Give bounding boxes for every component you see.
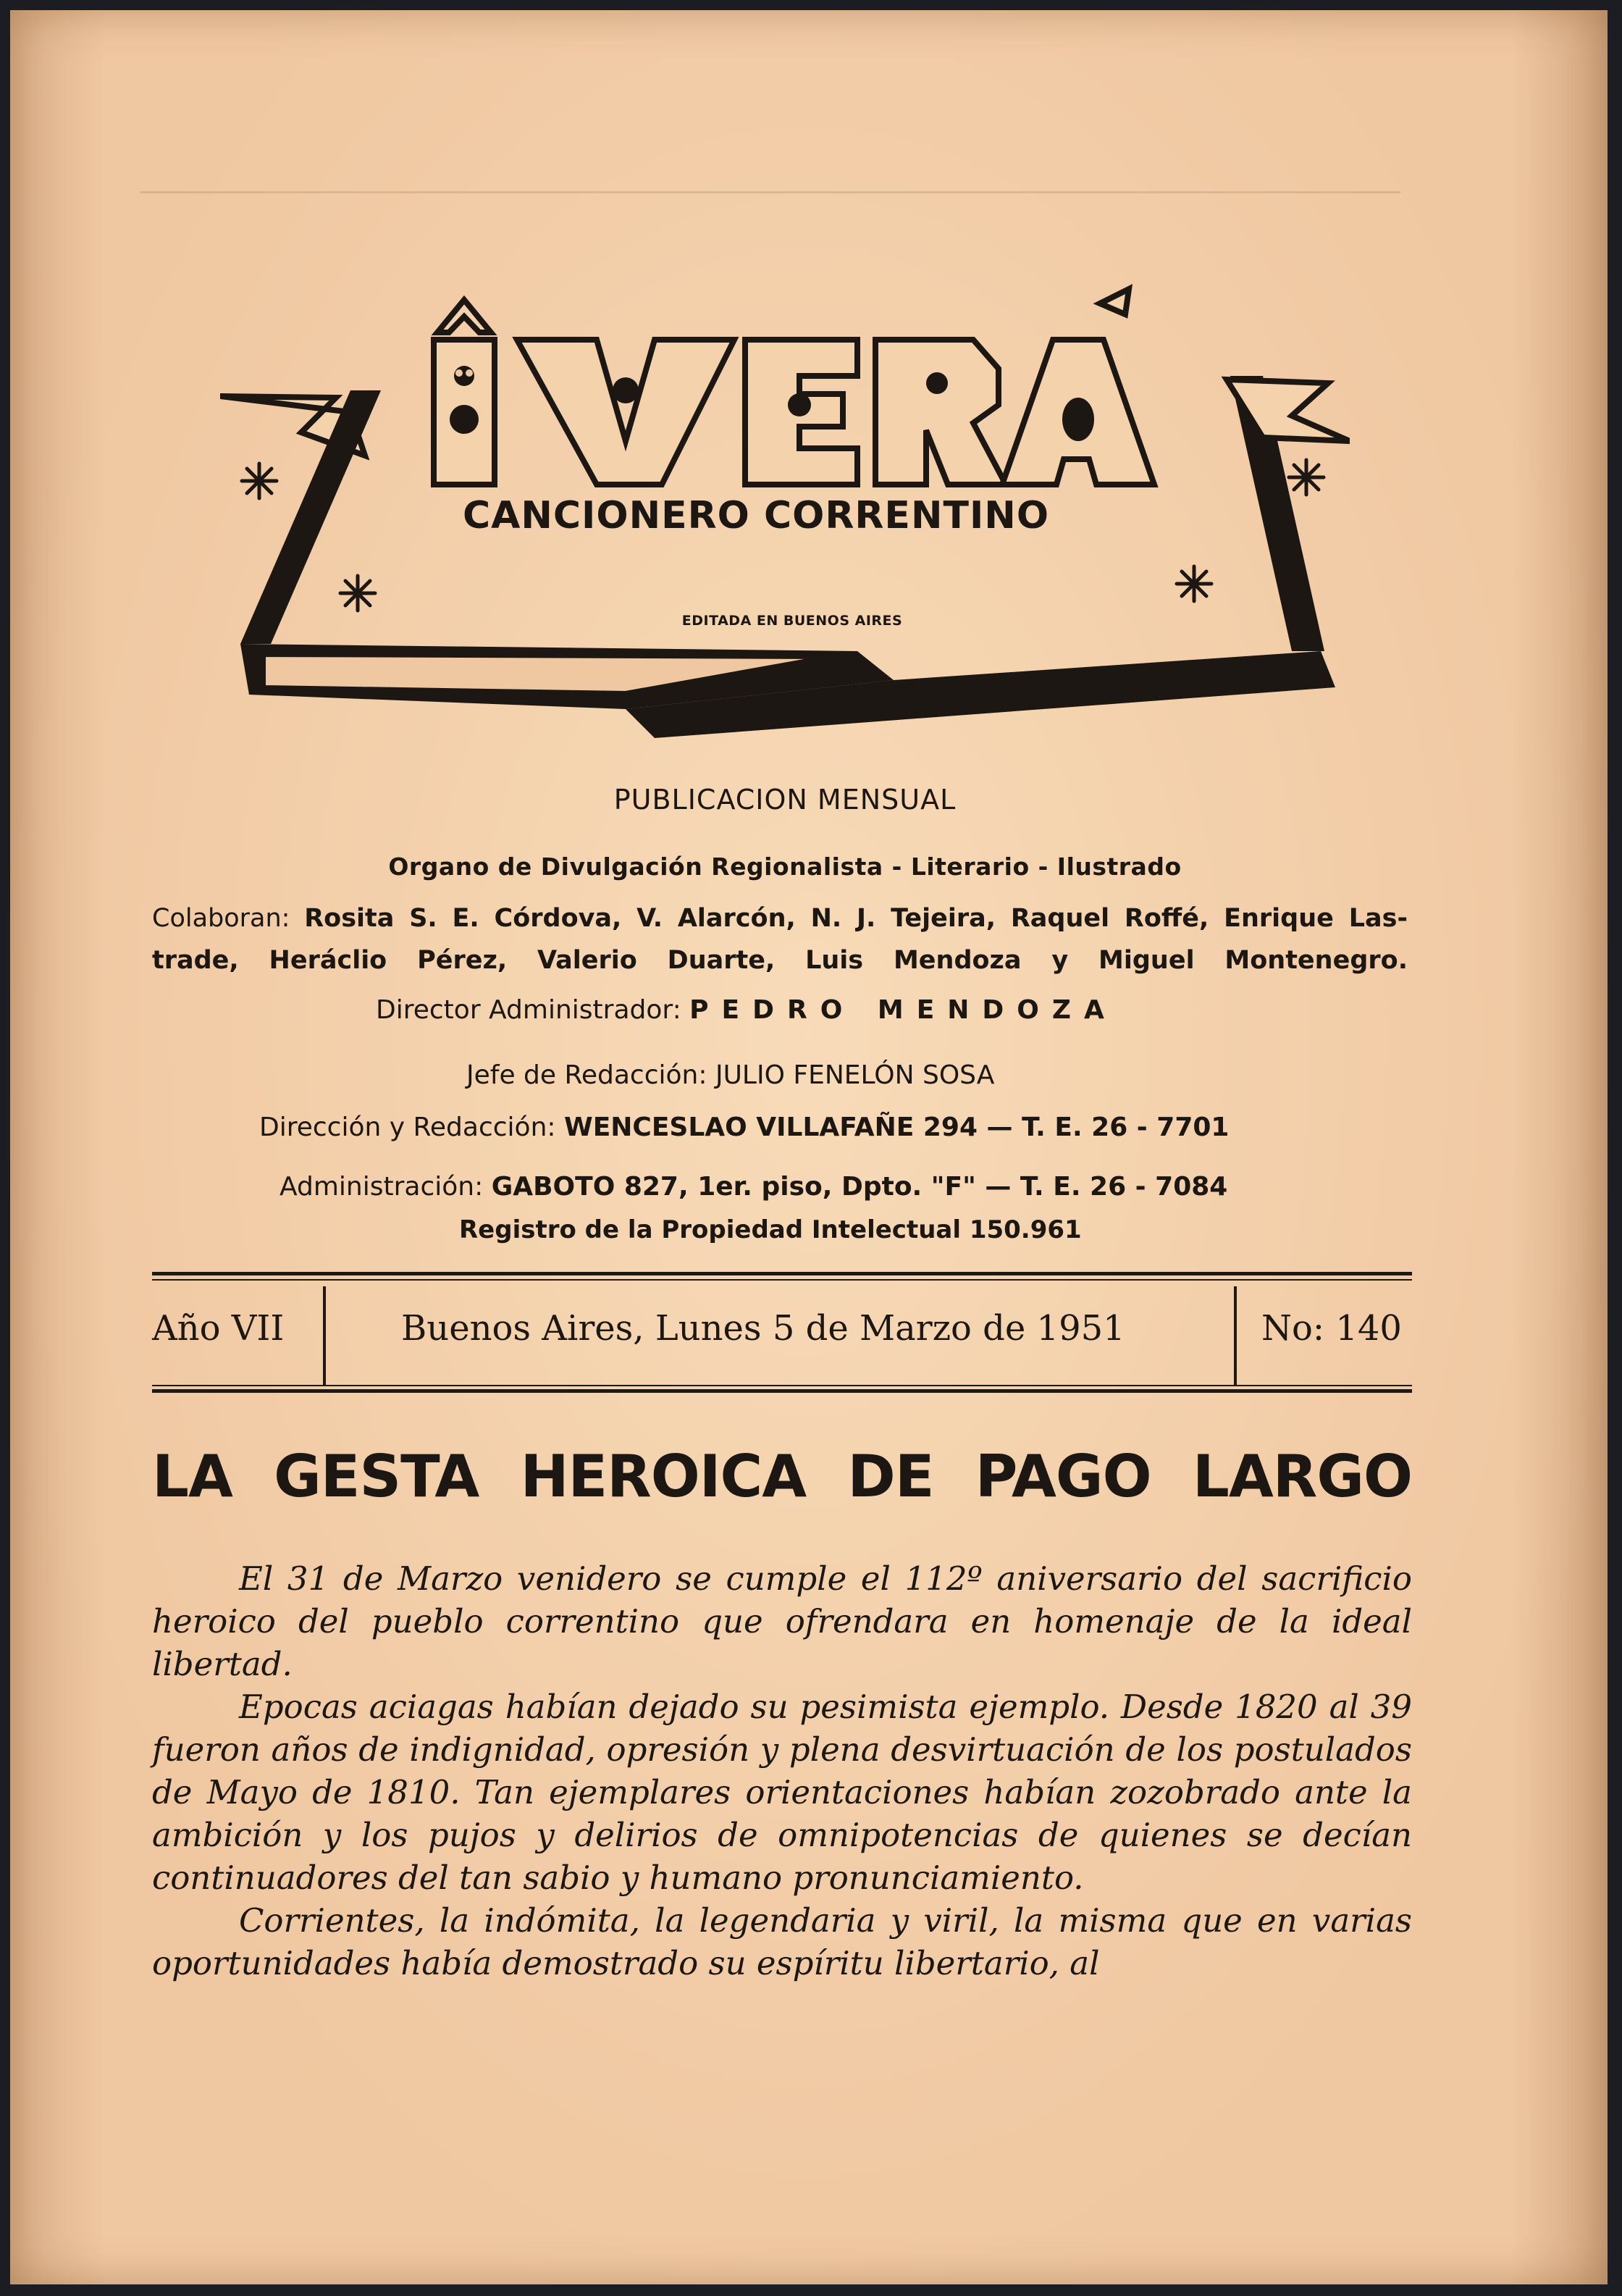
edited-in-label: EDITADA EN BUENOS AIRES [681, 613, 903, 629]
publication-organ: Organo de Divulgación Regionalista - Literario - Ilustrado [388, 852, 1182, 881]
registry-line: Registro de la Propiedad Intelectual 150.961 [459, 1215, 1082, 1244]
article-paragraph: Epocas aciagas habían dejado su pesimista ejemplo. Desde 1820 al 39 fueron años de indignidad, opresión y plena desvirtuación de los postulados de Mayo de 1810. Tan ejemplares orientaciones habían zozobrado ante la ambición y los pujos y delirios de omnipotencias de quienes se decían continuadores del tan sabio y humano pronunciamiento. [152, 1688, 1412, 1897]
editor-label: Jefe de Redacción: [466, 1060, 707, 1090]
director-line [376, 995, 1117, 1025]
collaborators-names-1: Rosita S. E. Córdova, V. Alarcón, N. J. Tejeira, Raquel Roffé, Enrique Las- [304, 904, 1408, 933]
dateline-top-rule-thin [152, 1279, 1412, 1281]
address-label: Dirección y Redacción: [259, 1113, 556, 1142]
director-label: Director Administrador: [376, 995, 681, 1025]
magazine-page [10, 10, 1608, 2284]
article-paragraph: El 31 de Marzo venidero se cumple el 112º aniversario del sacrificio heroico del pueblo correntino que ofrendara en homenaje de la ideal libertad. [152, 1559, 1412, 1683]
address-line [259, 1113, 1229, 1142]
collaborators-line-1 [152, 897, 1408, 939]
masthead-subtitle: CANCIONERO CORRENTINO [462, 494, 1050, 537]
director-name: PEDRO MENDOZA [689, 995, 1117, 1025]
article-paragraph: Corrientes, la indómita, la legendaria y viril, la misma que en varias oportunidades había demostrado su espíritu libertario, al [152, 1901, 1412, 1982]
collaborators-label: Colaboran: [152, 904, 290, 933]
article-title: LA GESTA HEROICA DE PAGO LARGO [152, 1443, 1412, 1510]
dateline-separator-2 [1234, 1286, 1237, 1386]
collaborators-line-2 [152, 939, 1408, 981]
administration-label: Administración: [280, 1172, 484, 1202]
editor-name: JULIO FENELÓN SOSA [715, 1060, 995, 1090]
publication-frequency: PUBLICACION MENSUAL [613, 784, 957, 816]
article-body [152, 1557, 1412, 1985]
dateline-number: No: 140 [1261, 1308, 1402, 1349]
administration-value: GABOTO 827, 1er. piso, Dpto. "F" — T. E. 26 - 7084 [491, 1172, 1228, 1202]
dateline-bottom-rule-thin [152, 1385, 1412, 1386]
dateline-year: Año VII [152, 1308, 285, 1349]
collaborators-names-2: trade, Heráclio Pérez, Valerio Duarte, Luis Mendoza y Miguel Montenegro. [152, 946, 1408, 975]
dateline-separator-1 [323, 1286, 326, 1386]
editor-line [466, 1060, 994, 1090]
dateline-top-rule [152, 1272, 1412, 1275]
administration-line [280, 1172, 1227, 1202]
dateline-bottom-rule [152, 1389, 1412, 1393]
address-value: WENCESLAO VILLAFAÑE 294 — T. E. 26 - 7701 [563, 1113, 1230, 1142]
dateline-date: Buenos Aires, Lunes 5 de Marzo de 1951 [401, 1308, 1125, 1349]
